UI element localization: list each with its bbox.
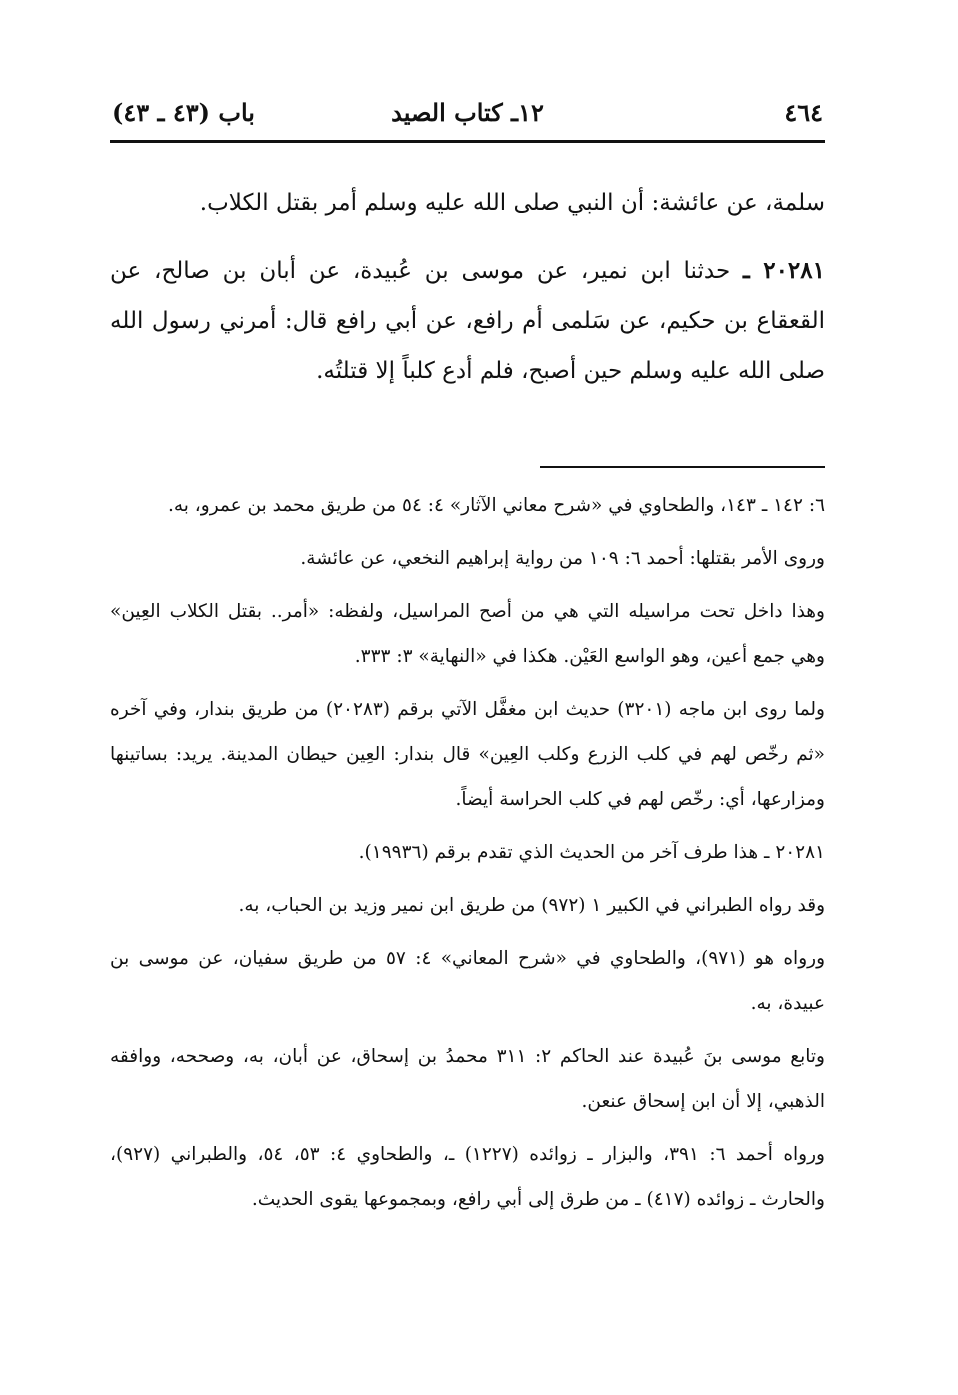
book-page <box>110 90 825 1310</box>
footnote: وهذا داخل تحت مراسيله التي هي من أصح المراسيل، ولفظه: «أمر.. بقتل الكلاب العِين» وهي جمع أعين، وهو الواسع العَيْن. هكذا في «النهاية» ٣: ٣٣٣. <box>110 601 825 667</box>
page-number: ٤٦٤ <box>784 98 823 127</box>
footnote-divider <box>540 466 825 468</box>
hadith-paragraph <box>110 246 825 396</box>
footnotes <box>110 483 825 1230</box>
footnote: ولما روى ابن ماجه (٣٢٠١) حديث ابن مغفَّل الآتي برقم (٢٠٢٨٣) من طريق بندار، وفي آخره «ثم رخّص لهم في كلب الزرع وكلب العِين» قال بندار: العِين حيطان المدينة. يريد: بساتينها ومزارعها، أي: رخّص لهم في كلب الحراسة أيضاً. <box>110 699 825 810</box>
continuation-paragraph: سلمة، عن عائشة: أن النبي صلى الله عليه وسلم أمر بقتل الكلاب. <box>199 190 825 216</box>
footnote: وقد رواه الطبراني في الكبير ١ (٩٧٢) من طريق ابن نمير وزيد بن الحباب، به. <box>238 895 825 916</box>
footnote: ورواه أحمد ٦: ٣٩١، والبزار ـ زوائده (١٢٢٧) ـ، والطحاوي ٤: ٥٣، ٥٤، والطبراني (٩٢٧)، والحارث ـ زوائده (٤١٧) ـ من طرق إلى أبي رافع، وبمجموعها يقوى الحديث. <box>110 1144 825 1210</box>
footnote: وتابع موسى بنَ عُبيدة عند الحاكم ٢: ٣١١ محمدُ بن إسحاق، عن أبان، به، وصححه، ووافقه الذهبي، إلا أن ابن إسحاق عنعن. <box>110 1046 825 1112</box>
footnote: ٦: ١٤٢ ـ ١٤٣، والطحاوي في «شرح معاني الآثار» ٤: ٥٤ من طريق محمد بن عمرو، به. <box>167 495 825 516</box>
footnote: وروى الأمر بقتلها: أحمد ٦: ١٠٩ من رواية إبراهيم النخعي، عن عائشة. <box>300 548 825 569</box>
hadith-text: حدثنا ابن نمير، عن موسى بن عُبيدة، عن أبان بن صالح، عن القعقاع بن حكيم، عن سَلمى أم رافع، عن أبي رافع قال: أمرني رسول الله صلى الله عليه وسلم حين أصبح، فلم أدع كلباً إلا قتلتُه. <box>110 258 825 384</box>
main-text <box>110 178 825 414</box>
chapter-label: باب (٤٣ ـ ٤٣) <box>112 98 255 127</box>
book-title: ١٢ـ كتاب الصيد <box>391 98 544 127</box>
footnote: ٢٠٢٨١ ـ هذا طرف آخر من الحديث الذي تقدم برقم (١٩٩٣٦). <box>358 842 825 863</box>
hadith-number: ٢٠٢٨١ ـ <box>742 257 825 284</box>
footnote: ورواه هو (٩٧١)، والطحاوي في «شرح المعاني» ٤: ٥٧ من طريق سفيان، عن موسى بن عبيدة، به. <box>110 948 825 1014</box>
page-header <box>110 90 825 143</box>
